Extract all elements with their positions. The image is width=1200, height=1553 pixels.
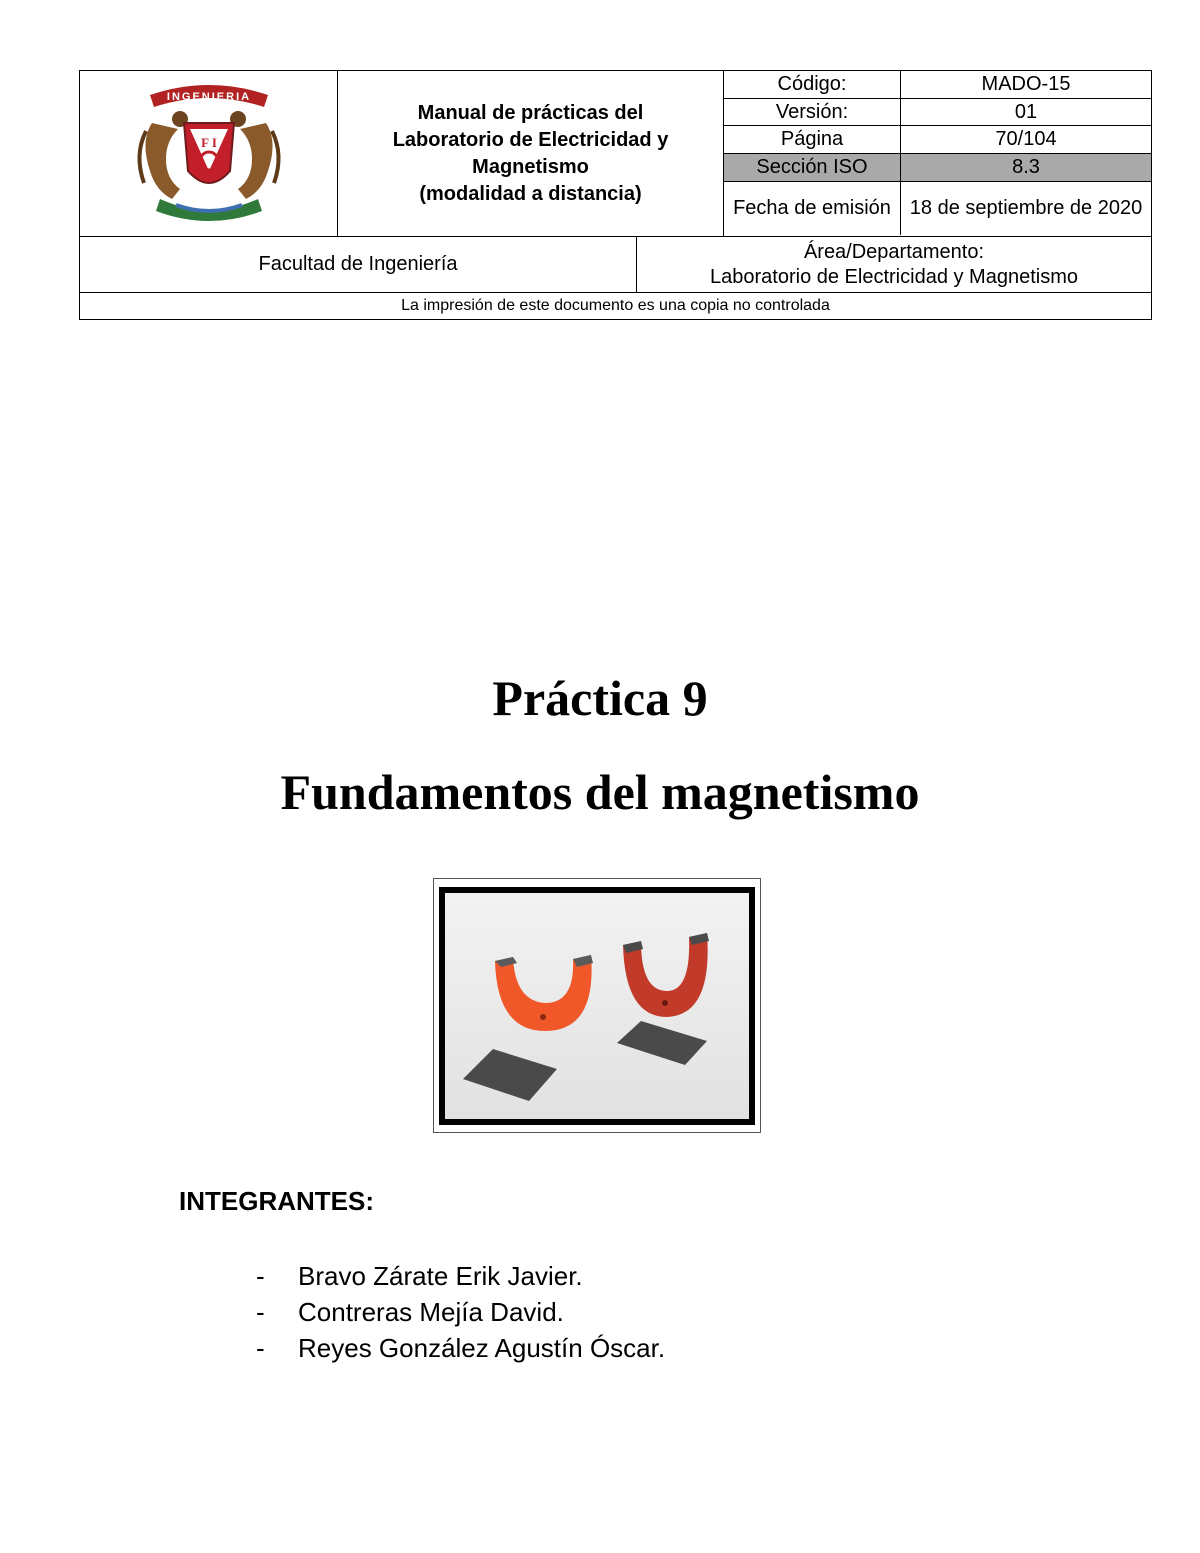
manual-title-line-4: (modalidad a distancia) <box>419 182 642 205</box>
list-bullet: - <box>256 1261 265 1291</box>
info-label: Sección ISO <box>724 154 901 181</box>
member-name: Bravo Zárate Erik Javier. <box>298 1261 583 1291</box>
manual-title <box>338 71 724 236</box>
practice-subtitle: Fundamentos del magnetismo <box>280 764 920 820</box>
manual-title-line-2: Laboratorio de Electricidad y <box>392 128 669 151</box>
list-bullet: - <box>256 1333 265 1363</box>
logo-banner-text: INGENIERIA <box>166 91 252 103</box>
horseshoe-magnets-photo <box>445 893 749 1119</box>
info-value: 18 de septiembre de 2020 <box>909 197 1143 219</box>
members-heading: INTEGRANTES: <box>179 1186 374 1216</box>
list-item <box>256 1330 665 1366</box>
list-bullet: - <box>256 1297 265 1327</box>
info-row-issue-date <box>724 182 1151 235</box>
department-label: Área/Departamento: <box>803 240 985 263</box>
info-value: 01 <box>1014 100 1038 123</box>
department-cell <box>637 237 1151 292</box>
uncontrolled-copy-notice: La impresión de este documento es una copia no controlada <box>401 297 830 314</box>
members-list <box>256 1258 665 1366</box>
member-name: Reyes González Agustín Óscar. <box>298 1333 666 1363</box>
info-label: Página <box>724 126 901 153</box>
list-item <box>256 1294 665 1330</box>
practice-title: Práctica 9 <box>492 670 708 726</box>
info-row-page <box>724 126 1151 154</box>
info-row-version <box>724 99 1151 126</box>
photo-frame <box>433 878 761 1133</box>
department-value: Laboratorio de Electricidad y Magnetismo <box>710 265 1078 288</box>
list-item <box>256 1258 665 1294</box>
unam-engineering-logo <box>80 71 338 235</box>
info-label: Fecha de emisión <box>724 182 901 235</box>
header-middle-row <box>80 237 1151 293</box>
info-row-code <box>724 71 1151 99</box>
logo-cell <box>80 71 338 236</box>
faculty-name: Facultad de Ingeniería <box>80 237 637 292</box>
manual-title-line-1: Manual de prácticas del <box>417 101 644 124</box>
info-row-iso-section <box>724 154 1151 182</box>
info-label: Código: <box>724 71 901 98</box>
member-name: Contreras Mejía David. <box>298 1297 564 1327</box>
info-value: 8.3 <box>1012 156 1040 178</box>
info-label: Versión: <box>724 99 901 125</box>
header-top-row <box>80 71 1151 237</box>
document-info-table <box>724 71 1151 236</box>
info-value: MADO-15 <box>981 73 1071 95</box>
document-header <box>79 70 1152 320</box>
info-value: 70/104 <box>995 128 1057 150</box>
logo-letters: F I <box>201 135 217 150</box>
magnets-photo <box>439 887 755 1125</box>
manual-title-line-3: Magnetismo <box>472 155 589 178</box>
